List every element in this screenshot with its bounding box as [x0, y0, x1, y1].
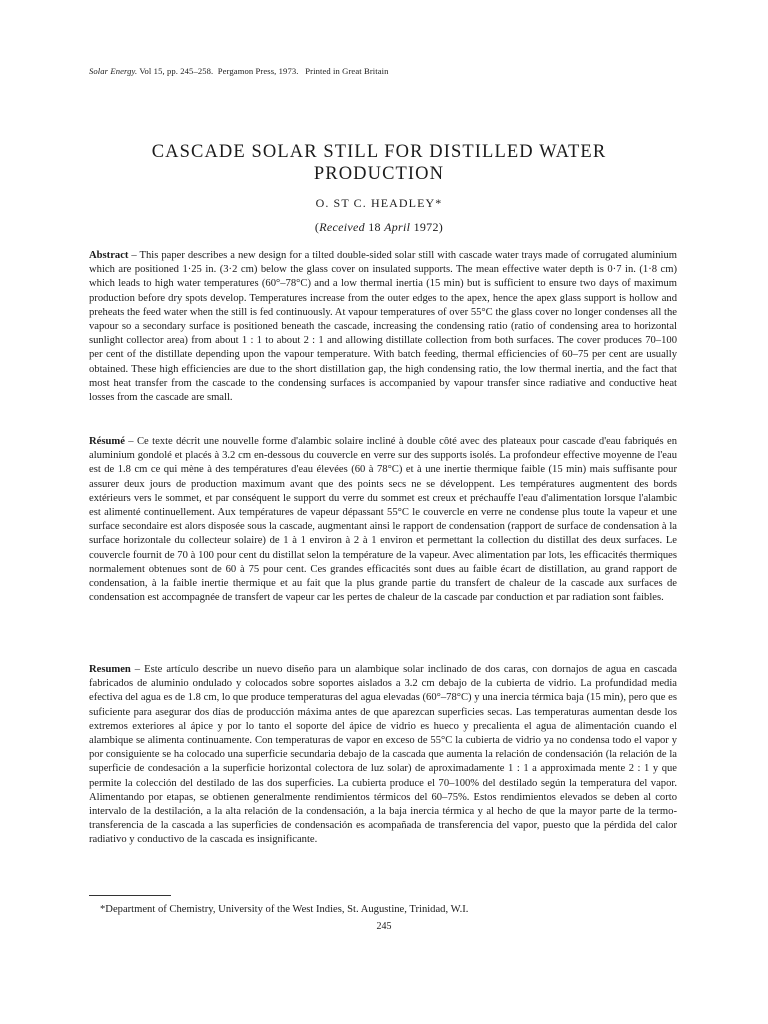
running-head	[89, 66, 389, 76]
paper-title: CASCADE SOLAR STILL FOR DISTILLED WATER PRODUCTION	[151, 142, 607, 184]
abstract-spanish	[89, 663, 677, 848]
journal-name: Solar Energy.	[89, 66, 138, 76]
received-label: Received	[319, 220, 365, 234]
page-number: 245	[376, 921, 392, 932]
author: O. ST C. HEADLEY*	[315, 196, 443, 210]
author-affiliation-footnote: *Department of Chemistry, University of the West Indies, St. Augustine, Trinidad, W.I.	[100, 904, 469, 915]
abstract-english	[89, 249, 677, 405]
resume-label: Résumé	[89, 436, 125, 447]
footnote-divider	[89, 895, 171, 896]
publisher: Pergamon Press, 1973.	[217, 66, 299, 76]
received-month: April	[384, 220, 411, 234]
abstract-text: – This paper describes a new design for a tilted double-sided solar still with cascade water trays made of corrugated aluminium which are positioned 1·25 in. (3·2 cm) below the glass cover on insulated supports. The mean effective water depth is 0·7 in. (1·8 cm) which leads to high water temperatures (60°–78°C) and a low thermal inertia (15 min) but is sufficient to ensure two days of maximum production before dry spots develop. Temperatures increase from the outer edges to the apex, hence the apex glass support is hollow and preheats the feed water when the still is fed continuously. At vapour temperatures of over 55°C the glass cover no longer condenses all the vapour so a secondary surface is positioned beneath the cascade, increasing the condensing ratio (ratio of condensing area to horizontal sunlight collector area) from about 1 : 1 to about 2 : 1 and allowing distillate collection from both surfaces. The cover produces 70–100 per cent of the distillate depending upon the vapour temperature. With batch feeding, thermal efficiencies of 60–75 per cent are usually obtained. These high efficiencies are due to the short distillation gap, the high condensing ratio, the low thermal inertia, and the fact that most heat transfer from the cascade to the condensing surfaces is accompanied by vapour transfer since radiative and conductive heat losses from the cascade are small.	[89, 250, 677, 404]
journal-citation: Vol 15, pp. 245–258.	[137, 66, 214, 76]
resumen-text: – Este artículo describe un nuevo diseño para un alambique solar inclinado de dos caras, con dornajos de agua en cascada fabricados de aluminio ondulado y colocados sobre soportes aislados a 3.2 cm debajo de la cubierta de vidrio. La profundidad media efectiva del agua es de 1.8 cm, lo que produce temperaturas del agua elevadas (60°–78°C) y una inercia térmica baja (15 min), pero que es suficiente para asegurar dos días de producción máxima antes de que aparezcan superficies secas. Las temperaturas aumentan desde los extremos exteriores al ápice y por lo tanto el soporte del ápice de vidrio es hueco y precalienta el agua de alimentación cuando el alambique se alimenta continuamente. Con temperaturas de vapor en exceso de 55°C la cubierta de vidrio ya no condensa todo el vapor y por consiguiente se ha colocado una superficie secundaria debajo de la cascada que aumenta la relación de condensación (la relación de la superficie de condesación a la superficie horizontal colectora de luz solar) de aproximadamente 1 : 1 a approximada mente 2 : 1 y que permite la colección del destilado de las dos superficies. La cubierta produce el 70–100% del destilado según la temperatura del vapor. Alimentando por etapas, se obtienen generalmente rendimientos térmicos del 60–75%. Estos rendimientos elevados se deben al corto intervalo de la destilación, a la alta relación de la condensación, a la baja inercia térmica y al hecho de que la mayor parte de la termotransferencia de la cascada a las superficies de condensación es acompañada de transferencia del vapor, puesto que la pérdida del calor radiativo y conductivo de la cascada es insignificante.	[89, 664, 677, 846]
abstract-label: Abstract	[89, 250, 129, 261]
abstract-french	[89, 435, 677, 605]
printed-in: Printed in Great Britain	[305, 66, 389, 76]
resumen-label: Resumen	[89, 664, 131, 675]
received-date: (Received 18 April 1972)	[314, 220, 444, 234]
resume-text: – Ce texte décrit une nouvelle forme d'alambic solaire incliné à double côté avec des plateaux pour cascade d'eau fabriqués en aluminium gondolé et placés à 3.2 cm en-dessous du couvercle en verre sur des supports isolés. La profondeur effective moyenne de l'eau est de 1.8 cm ce qui mène à des températures d'eau élevées (60 à 78°C) et à une inertie thermique faible (15 min) mais suffisante pour assurer deux jours de production maximum avant que des points secs ne se développent. Les températures augmentent des bords extérieurs vers le sommet, et par conséquent le support du verre du sommet est creux et préchauffe l'eau d'alimentation lorsque l'alambic est alimenté continuellement. Aux températures de vapeur dépassant 55°C le couvercle en verre ne condense plus toute la vapeur et une surface secondaire est alors disposée sous la cascade, augmentant ainsi le rapport de condensation (rapport de surface de condensation à la surface horizontale du collecteur solaire) de 1 à 1 environ à 2 à 1 environ et permettant la collection du distillat des deux surfaces. Le couvercle fournit de 70 à 100 pour cent du distillat selon la température de la vapeur. Avec alimentation par lots, les efficacités thermiques normalement obtenues sont de 60 à 75 pour cent. Ces grandes efficacités sont dues au faible écart de distillation, au grand rapport de condensation, à la faible inertie thermique et au fait que la plus grande partie du transfert de chaleur de la cascade aux surfaces de condensation est accompagnée de transfert de vapeur car les pertes de chaleur de la cascade par conduction et par radiation sont faibles.	[89, 436, 677, 604]
